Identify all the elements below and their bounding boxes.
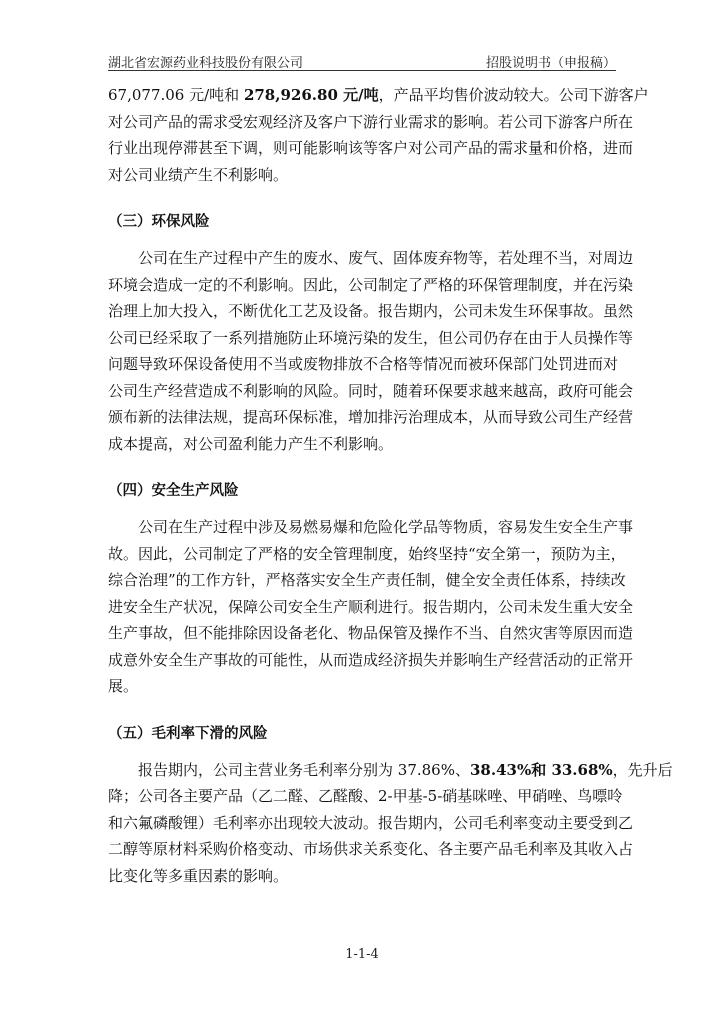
- paragraph-gross-margin-risk: [108, 757, 673, 890]
- header-document-title: 招股说明书（申报稿）: [485, 56, 616, 71]
- text-line: 成本提高，对公司盈利能力产生不利影响。: [108, 434, 394, 453]
- text-line: 进安全生产状况，保障公司安全生产顺利进行。报告期内，公司未发生重大安全: [108, 597, 634, 616]
- page-number: 1-1-4: [345, 947, 379, 962]
- text-line: 问题导致环保设备使用不当或废物排放不合格等情况而被环保部门处罚进而对: [108, 355, 619, 373]
- text-line: 公司已经采取了一系列措施防止环境污染的发生，但公司仍存在由于人员操作等: [108, 328, 634, 347]
- bold-margin-value: 33.68%: [551, 760, 613, 779]
- section-heading-gross-margin-risk: （五）毛利率下滑的风险: [108, 725, 268, 742]
- text-line: 公司生产经营造成不利影响的风险。同时，随着环保要求越来越高，政府可能会: [108, 381, 634, 400]
- text-line: 生产事故，但不能排除因设备老化、物品保管及操作不当、自然灾害等原因而造: [108, 624, 634, 642]
- paragraph-safety-risk: [108, 514, 634, 700]
- text-line: 对公司产品的需求受宏观经济及客户下游行业需求的影响。若公司下游客户所在: [108, 112, 634, 131]
- header-company-name: 湖北省宏源药业科技股份有限公司: [108, 56, 304, 71]
- text-line: 对公司业绩产生不利影响。: [108, 165, 289, 184]
- text-line: 降；公司各主要产品（乙二醛、乙醛酸、2-甲基-5-硝基咪唑、甲硝唑、鸟嘌呤: [108, 787, 623, 805]
- text-line: 颁布新的法律法规，提高环保标准，增加排污治理成本，从而导致公司生产经营: [108, 408, 634, 426]
- text-line: 报告期内，公司主营业务毛利率分别为 37.86%、38.43%和 33.68%，先升后: [138, 760, 673, 779]
- section-heading-safety-risk: （四）安全生产风险: [108, 483, 239, 499]
- bold-margin-value: 38.43%: [469, 760, 532, 779]
- page-content: [108, 82, 673, 889]
- text-line: 比变化等多重因素的影响。: [108, 866, 289, 885]
- text-line: 展。: [108, 677, 139, 695]
- paragraph-environmental-risk: [108, 245, 634, 457]
- text-line: 公司在生产过程中产生的废水、废气、固体废弃物等，若处理不当，对周边: [138, 249, 634, 267]
- text-line: 67,077.06 元/吨和 278,926.80 元/吨，产品平均售价波动较大。公司下游客户: [108, 86, 649, 104]
- text-line: 和六氟磷酸锂）毛利率亦出现较大波动。报告期内，公司毛利率变动主要受到乙: [108, 813, 634, 832]
- text-line: 故。因此，公司制定了严格的安全管理制度，始终坚持“安全第一，预防为主，: [108, 544, 626, 563]
- paragraph-price-demand: [108, 82, 649, 188]
- section-heading-environmental-risk: （三）环保风险: [108, 214, 210, 230]
- text-line: 综合治理”的工作方针，严格落实安全生产责任制，健全安全责任体系，持续改: [108, 571, 626, 589]
- text-line: 成意外安全生产事故的可能性，从而造成经济损失并影响生产经营活动的正常开: [108, 650, 634, 669]
- page-header: [108, 52, 616, 71]
- text-line: 二醇等原材料采购价格变动、市场供求关系变化、各主要产品毛利率及其收入占: [108, 840, 634, 858]
- text-line: 行业出现停滞甚至下调，则可能影响该等客户对公司产品的需求量和价格，进而: [108, 139, 634, 157]
- text-line: 治理上加大投入，不断优化工艺及设备。报告期内，公司未发生环保事故。虽然: [108, 302, 634, 320]
- text-line: 公司在生产过程中涉及易燃易爆和危险化学品等物质，容易发生安全生产事: [138, 518, 634, 536]
- text-line: 环境会造成一定的不利影响。因此，公司制定了严格的环保管理制度，并在污染: [108, 275, 634, 294]
- bold-price: 278,926.80 元/吨: [243, 86, 379, 104]
